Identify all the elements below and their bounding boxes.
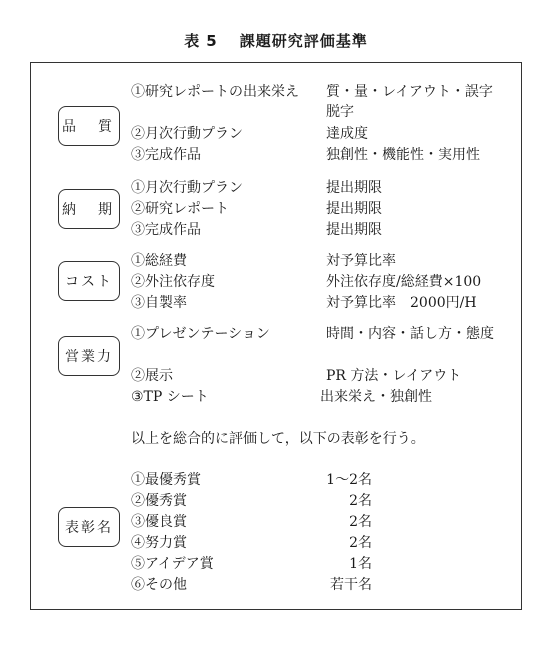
sales-item-1: ①プレゼンテーション (131, 326, 270, 342)
table-title (0, 30, 552, 51)
deadline-item-1: ①月次行動プラン (131, 180, 243, 196)
category-sales: 営業力 (58, 336, 120, 376)
award-name-6: ⑥その他 (131, 577, 187, 593)
award-name-5: ⑤アイデア賞 (131, 556, 214, 572)
quality-item-1: ①研究レポートの出来栄え (131, 84, 299, 100)
category-cost: コスト (58, 261, 120, 301)
award-name-2: ②優秀賞 (131, 493, 187, 509)
cost-item-3: ③自製率 (131, 295, 187, 311)
cost-criteria-2: 外注依存度/総経費×100 (326, 274, 482, 290)
quality-item-3: ③完成作品 (131, 147, 201, 163)
summary-note: 以上を総合的に評価して，以下の表彰を行う。 (131, 431, 425, 447)
category-awards: 表彰名 (58, 507, 120, 547)
award-count-4: 2名 (349, 535, 372, 551)
sales-criteria-2: PR 方法・レイアウト (326, 368, 462, 384)
cost-criteria-3: 対予算比率 2000円/H (326, 295, 477, 311)
table-number: 5 (206, 32, 218, 50)
award-name-1: ①最優秀賞 (131, 472, 201, 488)
cost-criteria-1: 対予算比率 (326, 253, 396, 269)
quality-criteria-3: 独創性・機能性・実用性 (326, 147, 480, 163)
award-count-1: 1～2名 (326, 472, 372, 488)
quality-criteria-1: 質・量・レイアウト・誤字脱字 (326, 84, 493, 120)
cost-item-2: ②外注依存度 (131, 274, 215, 290)
deadline-criteria-1: 提出期限 (326, 180, 382, 196)
deadline-criteria-3: 提出期限 (326, 222, 382, 238)
award-count-3: 2名 (349, 514, 372, 530)
sales-item-2: ②展示 (131, 368, 173, 384)
category-deadline: 納 期 (58, 189, 120, 229)
award-count-2: 2名 (349, 493, 372, 509)
quality-criteria-2: 達成度 (326, 126, 368, 142)
quality-item-2: ②月次行動プラン (131, 126, 243, 142)
deadline-criteria-2: 提出期限 (326, 201, 382, 217)
sales-item-3: ③TP シート (131, 389, 209, 405)
table-label: 表 (184, 32, 201, 50)
table-title-text: 課題研究評価基準 (239, 32, 368, 50)
sales-criteria-3: 出来栄え・独創性 (320, 389, 432, 405)
category-quality: 品 質 (58, 106, 120, 146)
deadline-item-3: ③完成作品 (131, 222, 201, 238)
award-count-6: 若干名 (330, 577, 372, 593)
award-name-3: ③優良賞 (131, 514, 187, 530)
sales-criteria-1: 時間・内容・話し方・態度 (326, 326, 494, 342)
cost-item-1: ①総経費 (131, 253, 187, 269)
award-count-5: 1名 (349, 556, 372, 572)
award-name-4: ④努力賞 (131, 535, 187, 551)
deadline-item-2: ②研究レポート (131, 201, 229, 217)
